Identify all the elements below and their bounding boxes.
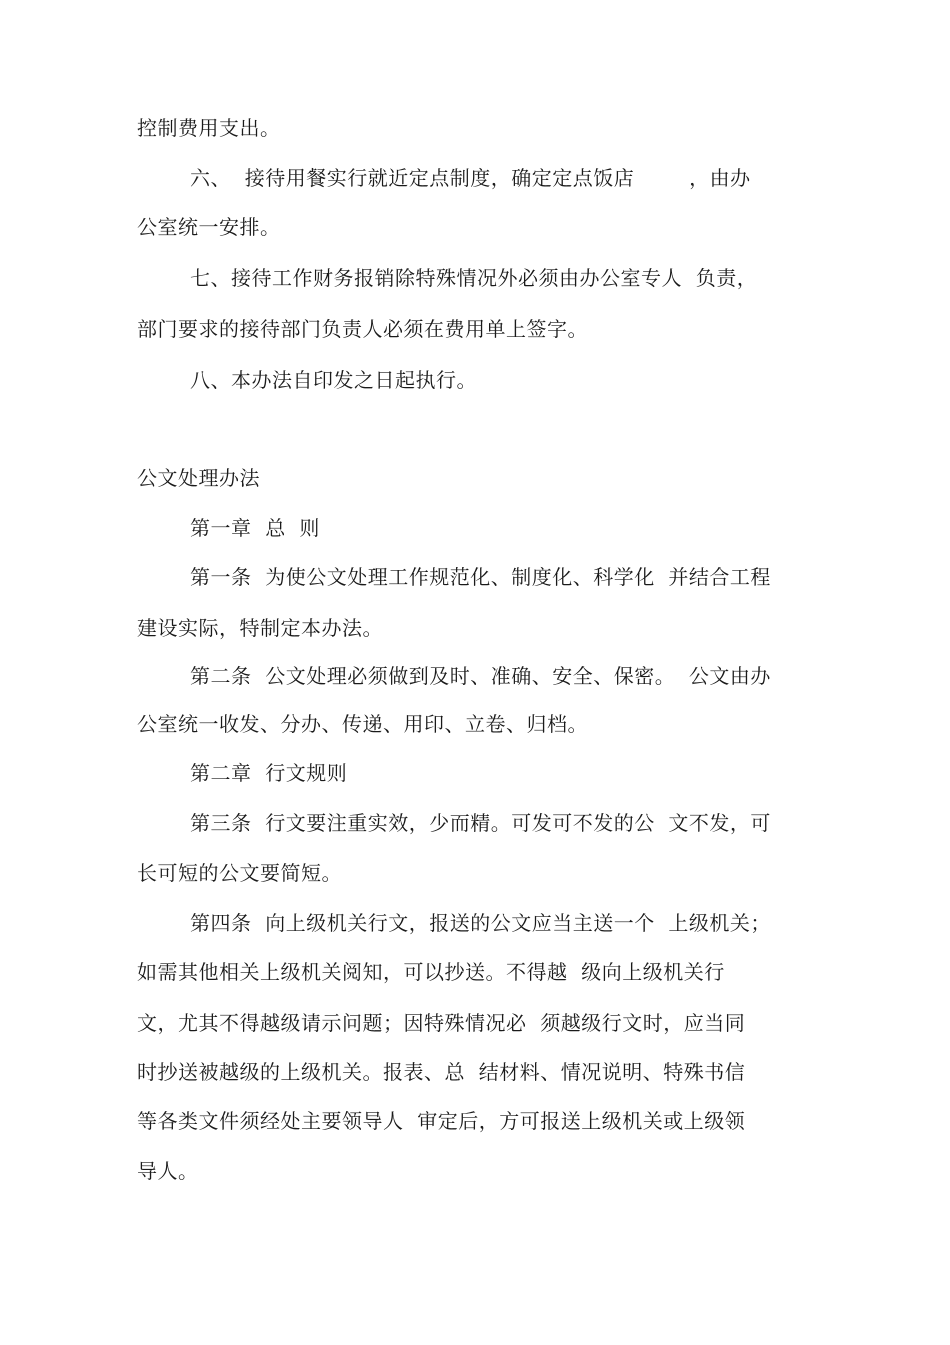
chapter-heading: 第一章 总 则 bbox=[190, 516, 320, 540]
paragraph-line: 第四条 向上级机关行文，报送的公文应当主送一个 上级机关； bbox=[190, 911, 771, 935]
paragraph-line: 导人。 bbox=[137, 1159, 199, 1183]
paragraph-line: 第三条 行文要注重实效，少而精。可发可不发的公 文不发，可 bbox=[190, 811, 771, 835]
paragraph-line: 等各类文件须经处主要领导人 审定后，方可报送上级机关或上级领 bbox=[137, 1109, 746, 1133]
paragraph-line: 第二条 公文处理必须做到及时、准确、安全、保密。 公文由办 bbox=[190, 664, 771, 688]
paragraph-line: 第一条 为使公文处理工作规范化、制度化、科学化 并结合工程 bbox=[190, 565, 771, 589]
paragraph-line: 如需其他相关上级机关阅知，可以抄送。不得越 级向上级机关行 bbox=[137, 960, 725, 984]
paragraph-line: 公室统一收发、分办、传递、用印、立卷、归档。 bbox=[137, 712, 588, 736]
paragraph-line: 七、接待工作财务报销除特殊情况外必须由办公室专人 负责， bbox=[190, 266, 758, 290]
paragraph-line: 控制费用支出。 bbox=[137, 116, 281, 140]
paragraph-line: 部门要求的接待部门负责人必须在费用单上签字。 bbox=[137, 317, 588, 341]
paragraph-line: 建设实际，特制定本办法。 bbox=[137, 616, 383, 640]
paragraph-line: 长可短的公文要简短。 bbox=[137, 861, 342, 885]
section-title: 公文处理办法 bbox=[137, 466, 260, 490]
paragraph-line: 八、本办法自印发之日起执行。 bbox=[190, 368, 477, 392]
paragraph-line: 时抄送被越级的上级机关。报表、总 结材料、情况说明、特殊书信 bbox=[137, 1060, 746, 1084]
paragraph-line: 公室统一安排。 bbox=[137, 215, 281, 239]
chapter-heading: 第二章 行文规则 bbox=[190, 761, 348, 785]
paragraph-line: 文，尤其不得越级请示问题；因特殊情况必 须越级行文时，应当同 bbox=[137, 1011, 746, 1035]
paragraph-line: 六、 接待用餐实行就近定点制度，确定定点饭店 ，由办 bbox=[190, 166, 751, 190]
